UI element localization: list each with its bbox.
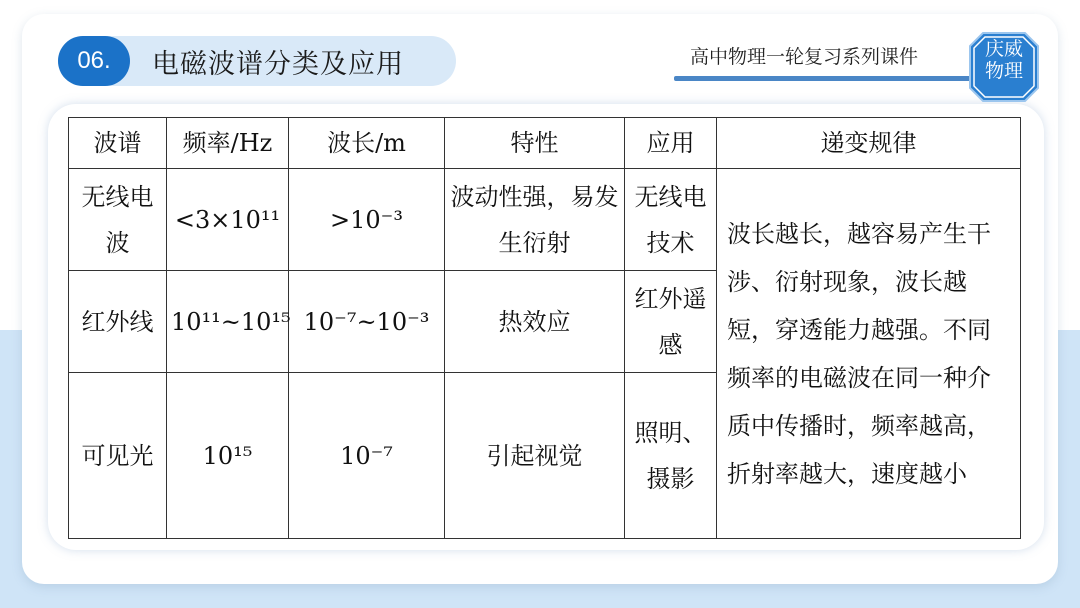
badge-line-2: 物理: [984, 60, 1023, 82]
header-application: 应用: [625, 118, 717, 169]
cell-frequency: <3×10¹¹: [167, 169, 289, 271]
course-name: 高中物理一轮复习系列课件: [690, 46, 919, 68]
page-title: 电磁波谱分类及应用: [152, 48, 404, 80]
table-header-row: [69, 118, 1021, 169]
cell-frequency: 10¹⁵: [167, 373, 289, 539]
cell-application: 无线电技术: [625, 169, 717, 271]
cell-spectrum: 无线电波: [69, 169, 167, 271]
cell-spectrum: 红外线: [69, 271, 167, 373]
badge-text: [969, 38, 1039, 82]
badge-line-1: 庆威: [984, 38, 1023, 60]
cell-application: 红外遥感: [625, 271, 717, 373]
cell-wavelength: 10⁻⁷: [289, 373, 445, 539]
cell-property: 引起视觉: [445, 373, 625, 539]
cell-spectrum: 可见光: [69, 373, 167, 539]
header-wavelength: 波长/m: [289, 118, 445, 169]
cell-property: 热效应: [445, 271, 625, 373]
cell-property: 波动性强，易发生衍射: [445, 169, 625, 271]
cell-wavelength: >10⁻³: [289, 169, 445, 271]
cell-rule: 波长越长，越容易产生干涉、衍射现象，波长越短，穿透能力越强。不同频率的电磁波在同一种介质中传播时，频率越高，折射率越大，速度越小: [717, 169, 1021, 539]
spectrum-table: [68, 117, 1021, 539]
cell-frequency: 10¹¹~10¹⁵: [167, 271, 289, 373]
cell-application: 照明、摄影: [625, 373, 717, 539]
table-row: [69, 169, 1021, 271]
header-frequency: 频率/Hz: [167, 118, 289, 169]
course-underline: [674, 76, 972, 81]
cell-wavelength: 10⁻⁷~10⁻³: [289, 271, 445, 373]
header-property: 特性: [445, 118, 625, 169]
section-number: 06.: [58, 36, 130, 86]
header-rule: 递变规律: [717, 118, 1021, 169]
header-spectrum: 波谱: [69, 118, 167, 169]
